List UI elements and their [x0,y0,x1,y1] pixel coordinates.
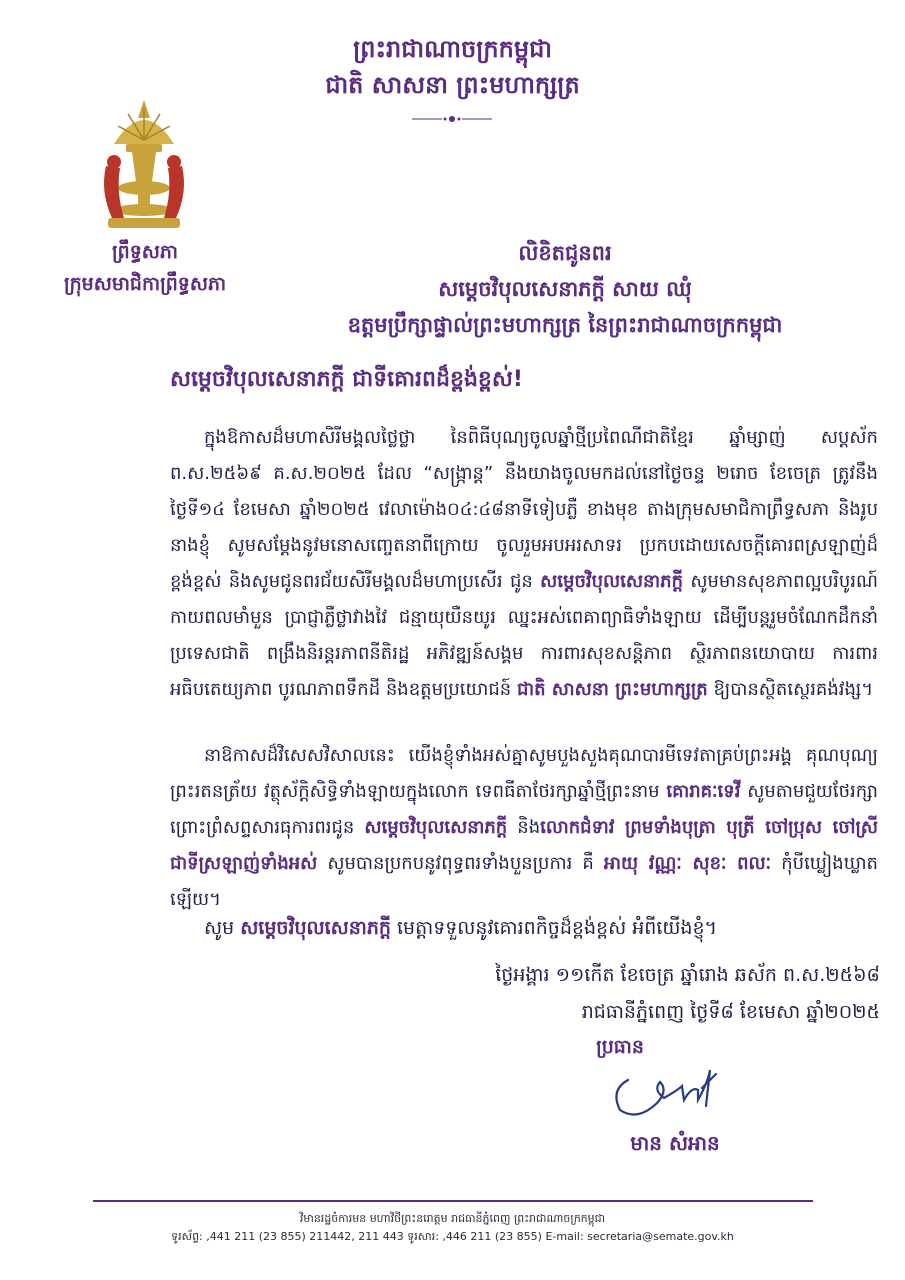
kingdom-title: ព្រះរាជាណាចក្រកម្ពុជា [353,35,552,63]
senate-emblem-icon [98,96,190,234]
signatory-title: ប្រធាន [596,1036,644,1058]
p1-text-a: ក្នុងឱកាសដ៏មហាសិរីមង្គលថ្លៃថ្លា នៃពិធីបុណ្យចូលឆ្នាំថ្មីប្រពៃណីជាតិខ្មែរ ឆ្នាំម្សាញ់ សប្តស័ក ព.ស.២៥៦៩ គ.ស.២០២៥ ដែល “សង្ក្រាន្ត” នឹងយាងចូលមកដល់នៅថ្ងៃចន្ទ ២រោច ខែចេត្រ ត្រូវនឹងថ្ងៃទី១៤ ខែមេសា ឆ្នាំ២០២៥ វេលាម៉ោង០៤:៤៨នាទីទៀបភ្លឺ ខាងមុខ តាងក្រុមសមាជិកាព្រឹទ្ធសភា និងរូបនាងខ្ញុំ សូមសម្តែងនូវមនោសញ្ចេតនាពីក្រោយ ចូលរួមអបអរសាទរ ប្រកបដោយសេចក្តីគោរពស្រឡាញ់ដ៏ខ្ពង់ខ្ពស់ និងសូមជូនពរជ័យសិរីមង្គលដ៏មហាប្រសើរ ជូន [170,427,878,592]
recipient-position: ឧត្តមប្រឹក្សាផ្ទាល់ព្រះមហាក្សត្រ នៃព្រះរាជាណាចក្រកម្ពុជា [347,313,783,337]
p1-text-e: ឱ្យបានស្ថិតស្ថេរគង់វង្ស។ [707,679,874,700]
letter-title: លិខិតជូនពរ [518,241,612,265]
p2-text-i: កុំបីឃ្លៀងឃ្លាតឡើយ។ [170,853,878,910]
signature-icon [598,1060,748,1130]
p1-recipient: សម្តេចវិបុលសេនាភក្តី [540,571,683,592]
divider-ornament-icon [412,112,492,126]
date-lunar: ថ្ងៃអង្គារ ១១កើត ខែចេត្រ ឆ្នាំរោង ឆស័ក ព.ស.២៥៦៨ [495,964,880,986]
p2-recipient: សម្តេចវិបុលសេនាភក្តី [364,817,508,838]
recipient-name: សម្តេចវិបុលសេនាភក្តី សាយ ឈុំ [438,277,692,301]
p2-deity: គោរាគៈទេវី [666,781,741,802]
p3-text-c: មេត្តាទទួលនូវគោរពកិច្ចដ៏ខ្ពង់ខ្ពស់ អំពីយើងខ្ញុំ។ [390,917,718,939]
p2-text-e: និង [507,817,541,838]
p2-text-c: សូមតាមជួយថែរក្សា ព្រោះព្រំសព្ទសារធុការពរជូន [170,781,878,838]
p2-family: លោកជំទាវ ព្រមទាំងបុត្រា បុត្រី ចៅប្រុស ចៅស្រីជាទីស្រឡាញ់ទាំងអស់ [170,817,878,874]
issuer-institution: ព្រឹទ្ធសភា [112,241,178,263]
p3-recipient: សម្តេចវិបុលសេនាភក្តី [240,917,391,939]
paragraph-2 [170,738,878,918]
p2-text-a: នាឱកាសដ៏វិសេសវិសាលនេះ យើងខ្ញុំទាំងអស់គ្នាសូមបួងសួងគុណបារមីទេវតាគ្រប់ព្រះអង្គ គុណបុណ្យព្រះរតនត្រ័យ វត្ថុស័ក្តិសិទ្ធិទាំងឡាយក្នុងលោក ទេពធីតាថែរក្សាឆ្នាំថ្មីព្រះនាម [170,745,878,802]
footer-address: វិមានរដ្ឋចំការមន មហាវិថីព្រះនរោត្តម រាជធានីភ្នំពេញ ព្រះរាជាណាចក្រកម្ពុជា [299,1212,606,1225]
date-solar: រាជធានីភ្នំពេញ ថ្ងៃទី៨ ខែមេសា ឆ្នាំ២០២៥ [581,1001,880,1023]
p2-text-g: សូមបានប្រកបនូវពុទ្ធពរទាំងបួនប្រការ គឺ [317,853,604,874]
issuer-group: ក្រុមសមាជិកាព្រឹទ្ធសភា [63,273,227,295]
footer-rule [93,1200,813,1202]
salutation: សម្តេចវិបុលសេនាភក្តី ជាទីគោរពដ៏ខ្ពង់ខ្ពស់! [170,367,523,392]
p2-blessings: អាយុ វណ្ណៈ សុខៈ ពលៈ [603,853,772,874]
footer-contacts: ទូរស័ព្ទ: ,441 211 (23 855) 211442, 211 443 ទូរសារ: ,446 211 (23 855) E-mail: secretaria@semate.gov.kh [171,1230,734,1243]
p1-text-c: សូមមានសុខភាពល្អបរិបូរណ៍ កាយពលមាំមួន ប្រាជ្ញាភ្លឺថ្លាវាងវៃ ជន្មាយុយឺនយូរ ឈ្នះអស់ពេគាព្យាធិទាំងឡាយ ដើម្បីបន្តរួមចំណែកដឹកនាំប្រទេសជាតិ ពង្រឹងនិរន្តរភាពនីតិរដ្ឋ អភិវឌ្ឍន៍សង្គម ការពារសុខសន្តិភាព ស្ថិរភាពនយោបាយ ការពារអធិបតេយ្យភាព បូរណភាពទឹកដី និងឧត្តមប្រយោជន៍ [170,571,878,700]
signatory-name: មាន សំអាន [630,1131,720,1155]
p1-motto: ជាតិ សាសនា ព្រះមហាក្សត្រ [516,679,708,700]
kingdom-motto: ជាតិ សាសនា ព្រះមហាក្សត្រ [325,71,580,99]
paragraph-3 [170,916,878,944]
paragraph-1 [170,420,878,708]
p3-text-a: សូម [204,917,241,939]
